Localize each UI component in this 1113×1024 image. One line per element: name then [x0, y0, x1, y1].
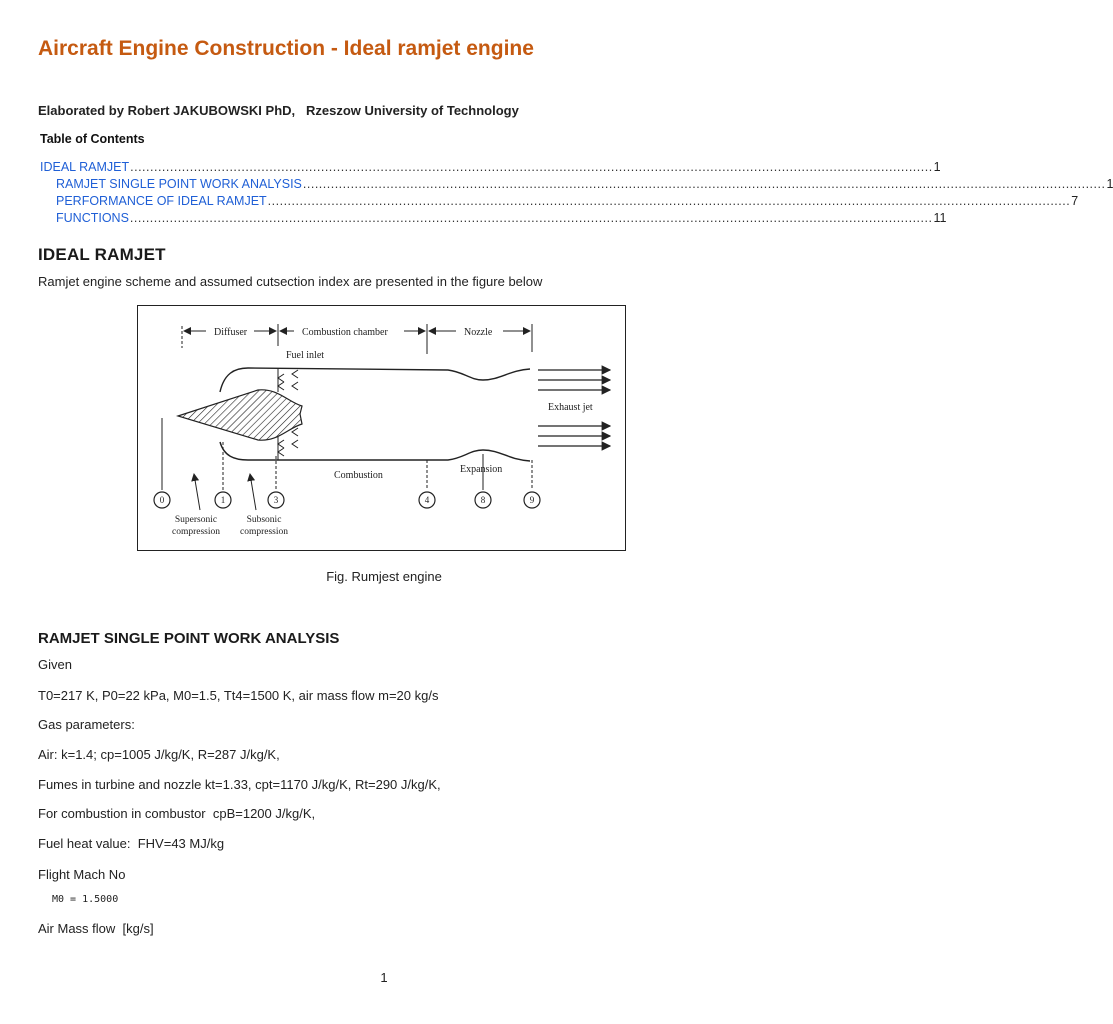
- text-flight-mach: Flight Mach No: [38, 867, 126, 882]
- label-exhaust-jet: Exhaust jet: [548, 402, 593, 413]
- toc-leader-dots: ..........................................................................................................................................................................................................: [267, 194, 1071, 208]
- toc-link[interactable]: RAMJET SINGLE POINT WORK ANALYSIS: [56, 177, 302, 191]
- text-fuel-heat-value: Fuel heat value: FHV=43 MJ/kg: [38, 836, 225, 851]
- page-number: 1: [380, 970, 388, 985]
- toc-link[interactable]: IDEAL RAMJET: [40, 160, 130, 174]
- toc-entry-functions[interactable]: [56, 211, 947, 227]
- code-output-m0: M0 = 1.5000: [52, 894, 119, 905]
- toc-entry-performance[interactable]: [56, 194, 1079, 210]
- ramjet-diagram: [138, 306, 624, 549]
- author-line: Elaborated by Robert JAKUBOWSKI PhD, Rzeszow University of Technology: [38, 103, 519, 118]
- toc-page-number: 11: [933, 211, 947, 225]
- text-air-mass-flow: Air Mass flow [kg/s]: [38, 921, 154, 936]
- toc-leader-dots: ..........................................................................................................................................................................................................: [302, 177, 1106, 191]
- label-expansion: Expansion: [460, 464, 503, 475]
- section-heading-single-point: RAMJET SINGLE POINT WORK ANALYSIS: [38, 630, 340, 647]
- toc-heading: Table of Contents: [40, 132, 145, 146]
- intro-paragraph: Ramjet engine scheme and assumed cutsection index are presented in the figure below: [38, 274, 543, 289]
- label-supersonic: Supersonic: [174, 515, 218, 525]
- label-supersonic-compression: compression: [171, 527, 221, 537]
- toc-page-number: 1: [933, 160, 941, 174]
- document-title: Aircraft Engine Construction - Ideal ramjet engine: [38, 37, 534, 60]
- station-1-label: 1: [220, 495, 226, 505]
- toc-leader-dots: ..........................................................................................................................................................................................................: [129, 211, 933, 225]
- station-9-label: 9: [529, 495, 535, 505]
- toc-entry-single-point[interactable]: [56, 177, 1113, 193]
- toc-leader-dots: ..........................................................................................................................................................................................................: [130, 160, 933, 174]
- label-combustion-chamber: Combustion chamber: [302, 327, 388, 338]
- station-0-label: 0: [159, 495, 165, 505]
- station-8-label: 8: [480, 495, 486, 505]
- label-combustion: Combustion: [334, 470, 383, 481]
- label-diffuser: Diffuser: [214, 327, 248, 338]
- ramjet-diagram-figure: [137, 305, 626, 551]
- label-nozzle: Nozzle: [464, 327, 493, 338]
- toc-link[interactable]: FUNCTIONS: [56, 211, 129, 225]
- toc-page-number: 7: [1071, 194, 1079, 208]
- text-gas-parameters: Gas parameters:: [38, 717, 135, 732]
- text-given-values: T0=217 K, P0=22 kPa, M0=1.5, Tt4=1500 K, air mass flow m=20 kg/s: [38, 688, 439, 703]
- center-body-spike: [178, 390, 302, 440]
- text-air-parameters: Air: k=1.4; cp=1005 J/kg/K, R=287 J/kg/K,: [38, 747, 280, 762]
- toc-entry-ideal-ramjet[interactable]: [40, 160, 941, 176]
- text-combustor-parameters: For combustion in combustor cpB=1200 J/kg/K,: [38, 806, 316, 821]
- label-subsonic: Subsonic: [246, 515, 282, 525]
- text-given: Given: [38, 657, 72, 672]
- station-3-label: 3: [273, 495, 279, 505]
- text-fumes-parameters: Fumes in turbine and nozzle kt=1.33, cpt=1170 J/kg/K, Rt=290 J/kg/K,: [38, 777, 441, 792]
- toc-link[interactable]: PERFORMANCE OF IDEAL RAMJET: [56, 194, 267, 208]
- toc-page-number: 1: [1106, 177, 1113, 191]
- label-subsonic-compression: compression: [239, 527, 289, 537]
- station-4-label: 4: [424, 495, 430, 505]
- section-heading-ideal-ramjet: IDEAL RAMJET: [38, 245, 166, 264]
- label-fuel-inlet: Fuel inlet: [286, 350, 325, 361]
- figure-caption: Fig. Rumjest engine: [326, 569, 442, 584]
